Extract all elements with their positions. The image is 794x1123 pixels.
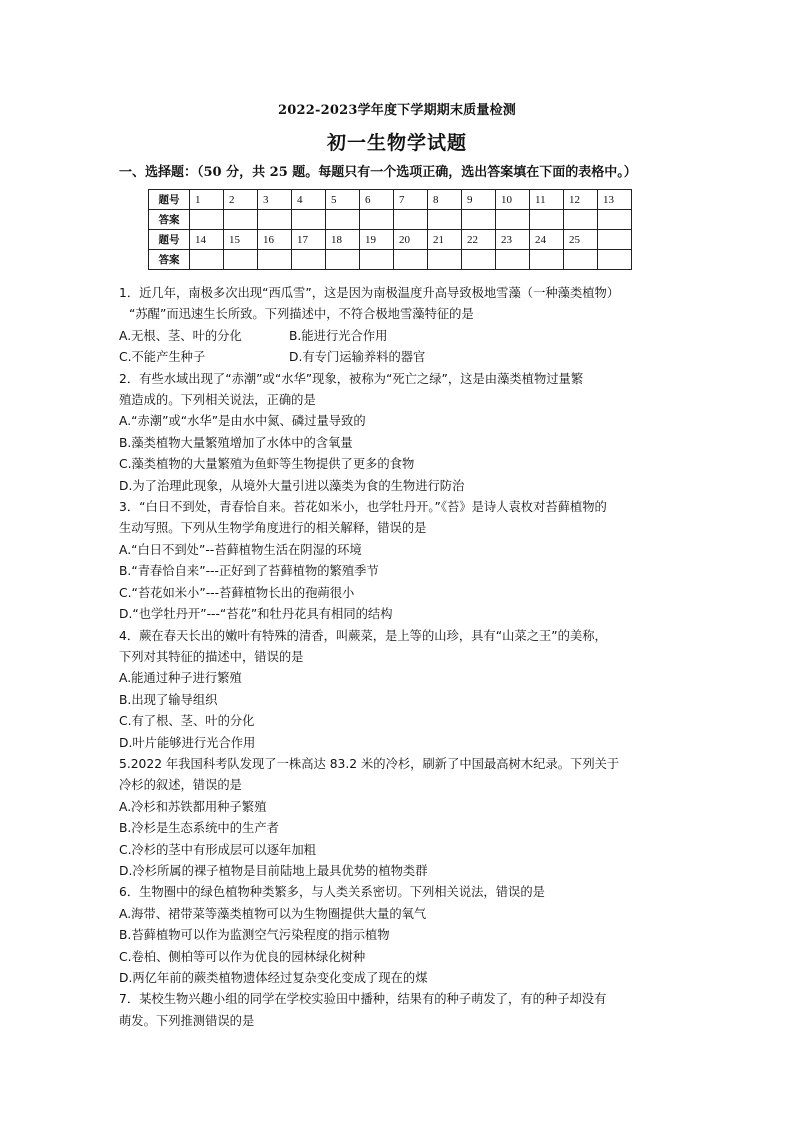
answer-cell[interactable] <box>564 210 598 230</box>
question-7-line-2: 萌发。下列推测错误的是 <box>119 1013 255 1028</box>
answer-cell[interactable] <box>564 250 598 270</box>
answer-cell[interactable] <box>258 250 292 270</box>
answer-cell[interactable] <box>496 250 530 270</box>
question-2-line-2: 殖造成的。下列相关说法，正确的是 <box>119 393 316 408</box>
answer-row-2 <box>149 250 632 270</box>
question-number: 6 <box>360 190 394 210</box>
question-number: 9 <box>462 190 496 210</box>
answer-cell[interactable] <box>462 210 496 230</box>
question-number: 23 <box>496 230 530 250</box>
answer-cell[interactable] <box>224 210 258 230</box>
answer-cell[interactable] <box>496 210 530 230</box>
question-5-option-d: D.冷杉所属的裸子植物是目前陆地上最具优势的植物类群 <box>119 863 428 878</box>
row-label: 答案 <box>149 250 190 270</box>
question-6-option-b: B.苔藓植物可以作为监测空气污染程度的指示植物 <box>119 928 390 943</box>
question-number: 12 <box>564 190 598 210</box>
answer-cell[interactable] <box>598 250 632 270</box>
question-number: 1 <box>190 190 224 210</box>
answer-cell[interactable] <box>190 210 224 230</box>
row-label: 题号 <box>149 230 190 250</box>
question-6-option-d: D.两亿年前的蕨类植物遗体经过复杂变化变成了现在的煤 <box>119 971 428 985</box>
section-heading: 一、选择题：（50 分，共 25 题。每题只有一个选项正确，选出答案填在下面的表格中。） <box>119 165 637 180</box>
question-4-line-1: 4．蕨在春天长出的嫩叶有特殊的清香，叫蕨菜，是上等的山珍，具有“山菜之王”的美称， <box>119 628 607 643</box>
question-4-option-b: B.出现了输导组织 <box>119 692 218 707</box>
question-number: 16 <box>258 230 292 250</box>
question-5-option-c: C.冷杉的茎中有形成层可以逐年加粗 <box>119 842 316 857</box>
number-row-1 <box>149 190 632 210</box>
question-4-option-d: D.叶片能够进行光合作用 <box>119 735 256 750</box>
answer-cell[interactable] <box>190 250 224 270</box>
answer-cell[interactable] <box>292 250 326 270</box>
question-number: 20 <box>394 230 428 250</box>
question-3-option-c: C.“苔花如米小”---苔藓植物长出的孢蒴很小 <box>119 585 355 600</box>
question-2-option-b: B.藻类植物大量繁殖增加了水体中的含氧量 <box>119 435 353 450</box>
row-label: 答案 <box>149 210 190 230</box>
question-number: 5 <box>326 190 360 210</box>
answer-cell[interactable] <box>326 250 360 270</box>
question-1-line-2: “苏醒”而迅速生长所致。下列描述中，不符合极地雪藻特征的是 <box>129 307 474 322</box>
answer-cell[interactable] <box>598 210 632 230</box>
answer-cell[interactable] <box>258 210 292 230</box>
answer-cell[interactable] <box>428 250 462 270</box>
question-number: 24 <box>530 230 564 250</box>
answer-row-1 <box>149 210 632 230</box>
question-1-options-row-2 <box>119 347 694 368</box>
answer-cell[interactable] <box>394 250 428 270</box>
answer-cell[interactable] <box>326 210 360 230</box>
question-number: 11 <box>530 190 564 210</box>
question-1-options-row-1 <box>119 326 694 347</box>
question-7-line-1: 7．某校生物兴趣小组的同学在学校实验田中播种，结果有的种子萌发了，有的种子却没有 <box>119 992 607 1007</box>
question-number: 17 <box>292 230 326 250</box>
question-list <box>119 283 694 1032</box>
question-3-line-2: 生动写照。下列从生物学角度进行的相关解释，错误的是 <box>119 521 427 536</box>
question-6-line-1: 6．生物圈中的绿色植物种类繁多，与人类关系密切。下列相关说法，错误的是 <box>119 885 545 900</box>
question-2-line-1: 2．有些水域出现了“赤潮”或“水华”现象，被称为“死亡之绿”，这是由藻类植物过量繁 <box>119 371 584 386</box>
question-number: 2 <box>224 190 258 210</box>
question-2-option-c: C.藻类植物的大量繁殖为鱼虾等生物提供了更多的食物 <box>119 457 415 472</box>
question-1-option-b: B.能进行光合作用 <box>289 328 388 343</box>
question-number: 21 <box>428 230 462 250</box>
answer-cell[interactable] <box>394 210 428 230</box>
question-3-option-a: A.“白日不到处”--苔藓植物生活在阴湿的环境 <box>119 542 362 557</box>
question-number: 8 <box>428 190 462 210</box>
row-label: 题号 <box>149 190 190 210</box>
answer-cell[interactable] <box>360 250 394 270</box>
answer-cell[interactable] <box>360 210 394 230</box>
answer-cell[interactable] <box>428 210 462 230</box>
answer-cell[interactable] <box>224 250 258 270</box>
question-number: 10 <box>496 190 530 210</box>
question-number: 14 <box>190 230 224 250</box>
question-1-option-c: C.不能产生种子 <box>119 350 206 365</box>
question-5-option-b: B.冷杉是生态系统中的生产者 <box>119 821 279 836</box>
question-number: 7 <box>394 190 428 210</box>
exam-term: 2022-2023学年度下学期期末质量检测 <box>278 103 516 118</box>
question-5-line-2: 冷杉的叙述，错误的是 <box>119 778 242 793</box>
question-number: 3 <box>258 190 292 210</box>
question-number: 19 <box>360 230 394 250</box>
question-number: 4 <box>292 190 326 210</box>
answer-table <box>148 189 632 270</box>
question-1-line-1: 1．近几年，南极多次出现“西瓜雪”，这是因为南极温度升高导致极地雪藻（一种藻类植物） <box>119 286 620 300</box>
question-4-option-a: A.能通过种子进行繁殖 <box>119 671 242 686</box>
question-4-option-c: C.有了根、茎、叶的分化 <box>119 714 255 729</box>
answer-cell[interactable] <box>292 210 326 230</box>
question-5-line-1: 5.2022 年我国科考队发现了一株高达 83.2 米的冷杉，刷新了中国最高树木纪录。下列关于 <box>119 756 620 771</box>
question-number: 25 <box>564 230 598 250</box>
question-2-option-d: D.为了治理此现象，从境外大量引进以藻类为食的生物进行防治 <box>119 478 465 493</box>
number-row-2 <box>149 230 632 250</box>
question-3-line-1: 3．“白日不到处，青春恰自来。苔花如米小，也学牡丹开。”《苔》是诗人袁枚对苔藓植物的 <box>119 500 607 515</box>
answer-cell[interactable] <box>530 210 564 230</box>
question-number: 15 <box>224 230 258 250</box>
question-3-option-d: D.“也学牡丹开”---“苔花”和牡丹花具有相同的结构 <box>119 607 393 622</box>
question-6-option-c: C.卷柏、侧柏等可以作为优良的园林绿化树种 <box>119 949 366 964</box>
question-number <box>598 230 632 250</box>
exam-title: 初一生物学试题 <box>326 132 467 154</box>
question-number: 22 <box>462 230 496 250</box>
question-1-option-d: D.有专门运输养料的器官 <box>289 350 426 365</box>
answer-cell[interactable] <box>530 250 564 270</box>
question-number: 13 <box>598 190 632 210</box>
question-6-option-a: A.海带、裙带菜等藻类植物可以为生物圈提供大量的氧气 <box>119 906 427 921</box>
question-5-option-a: A.冷杉和苏铁都用种子繁殖 <box>119 799 267 814</box>
question-3-option-b: B.“青春恰自来”---正好到了苔藓植物的繁殖季节 <box>119 564 379 579</box>
question-number: 18 <box>326 230 360 250</box>
answer-cell[interactable] <box>462 250 496 270</box>
question-2-option-a: A.“赤潮”或“水华”是由水中氮、磷过量导致的 <box>119 414 366 429</box>
question-4-line-2: 下列对其特征的描述中，错误的是 <box>119 649 304 664</box>
question-1-option-a: A.无根、茎、叶的分化 <box>119 328 242 343</box>
